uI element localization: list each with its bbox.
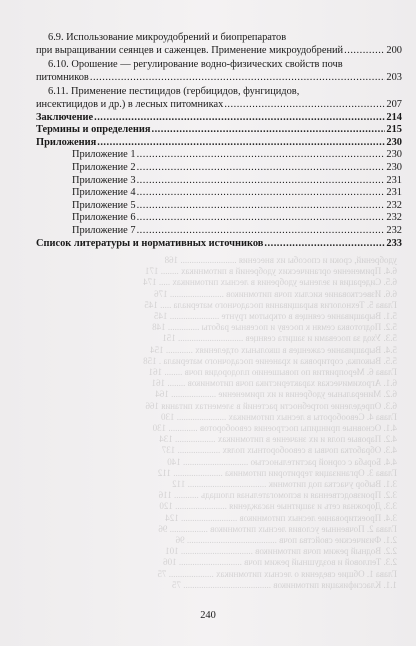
toc-entry-references[interactable] [36, 238, 402, 251]
toc-entry-6-10-title: 6.10. Орошение — регулирование водно-физических свойств почв [48, 59, 343, 71]
appendix-page: 232 [386, 224, 402, 236]
appendix-title: Приложение 1 [72, 149, 136, 161]
appendix-page: 231 [386, 187, 402, 199]
toc-entry-appendices-page: 230 [386, 136, 402, 148]
toc-entry-6-10[interactable] [36, 72, 402, 85]
leader-dots [151, 124, 385, 137]
appendix-title: Приложение 7 [72, 224, 136, 236]
leader-dots [264, 238, 385, 251]
toc-entry-6-10-title-cont: питомников [36, 71, 89, 83]
toc-entry-6-10-page: 203 [386, 71, 402, 83]
appendix-title: Приложение 2 [72, 161, 136, 173]
toc-entry-appendix-2[interactable] [36, 162, 402, 175]
appendix-page: 232 [386, 212, 402, 224]
toc-entry-terms[interactable] [36, 124, 402, 137]
appendix-page: 231 [386, 174, 402, 186]
leader-dots [137, 149, 385, 162]
toc-entry-6-9-title: 6.9. Использование микроудобрений и биопрепаратов [48, 32, 287, 43]
toc-entry-6-9[interactable] [36, 45, 402, 58]
appendix-page: 232 [386, 199, 402, 211]
leader-dots [137, 187, 385, 200]
toc-entry-6-11-title-cont: инсектицидов и др.) в лесных питомниках [36, 98, 224, 110]
toc-entry-appendices-title: Приложения [36, 136, 97, 148]
toc-entry-references-title: Список литературы и нормативных источников [36, 237, 264, 249]
toc-entry-6-9-page: 200 [386, 44, 402, 56]
toc-entry-appendix-3[interactable] [36, 175, 402, 188]
appendix-title: Приложение 4 [72, 187, 136, 199]
page-number: 240 [200, 610, 216, 621]
appendix-title: Приложение 5 [72, 199, 136, 211]
appendix-page: 230 [386, 161, 402, 173]
toc-entry-conclusion-title: Заключение [36, 111, 94, 123]
leader-dots [344, 45, 385, 58]
leader-dots [94, 112, 385, 125]
leader-dots [224, 99, 385, 112]
leader-dots [137, 162, 385, 175]
leader-dots [97, 137, 385, 150]
toc-entry-appendix-1[interactable] [36, 149, 402, 162]
toc-entry-6-11-title: 6.11. Применение пестицидов (гербицидов, фунгицидов, [48, 86, 300, 98]
bleed-through-text: удобрений, сроки и способы их внесения ......................... 168 6.4. Применение органических удобрений в питомниках ........ 171 6.5. Сидерация и зеленые удобрения в лесных питомниках ..... 174 6.6. Известкование кислых почв питомников ........................ 176 Глава 5. Технология выращивания посадочного материала ..... 145 5.1. Выращивание сеянцев в открытом грунте ...................... 145 5.2. Подготовка семян к посеву и посевные работы .............. 148 5.3. Уход за посевами и защита сеянцев ............................. 151 5.4. Выращивание саженцев в школьных отделениях ............ 154 5.5. Выкопка, сортировка и хранение посадочного материала . 158 Глава 6. Мероприятия по повышению плодородия почв ........ 161 6.1. Агрохимическая характеристика почв питомников ........ 161 6.2. Минеральные удобрения и их применение .................... 164 6.3. Определение потребности растений в элементах питания 166 Глава 4. Севообороты в лесных питомниках ...................... 130 4.1. Основные принципы построения севооборотов ............. 130 4.2. Паровые поля и их значение в питомниках .................. 134 4.3. Обработка почвы в севооборотных полях ................... 137 4.4. Борьба с сорной растительностью ............................. 140 Глава 3. Организация территории питомника ...................... 112 3.1. Выбор участка под питомник ................................... 112 3.2. Производственная и вспомогательная площадь ........... 116 3.3. Дорожная сеть и защитные насаждения ....................... 120 3.4. Проектирование лесных питомников ......................... 124 Глава 2. Почвенные условия лесных питомников ................. 96 2.1. Физические свойства почв ........................................ 96 2.2. Водный режим почв питомников ................................ 101 2.3. Тепловой и воздушный режим почв ............................ 106 Глава 1. Общие сведения о лесных питомниках .................... 75 1.1. Классификация питомников ....................................... 75 [143, 255, 397, 590]
toc-entry-appendix-5[interactable] [36, 200, 402, 213]
toc-entry-conclusion[interactable] [36, 112, 402, 125]
leader-dots [137, 225, 385, 238]
leader-dots [137, 175, 385, 188]
toc-entry-appendices[interactable] [36, 137, 402, 150]
appendix-title: Приложение 6 [72, 212, 136, 224]
table-of-contents [36, 32, 402, 250]
leader-dots [137, 200, 385, 213]
toc-entry-6-11[interactable] [36, 99, 402, 112]
leader-dots [137, 212, 385, 225]
toc-entry-terms-title: Термины и определения [36, 124, 151, 136]
toc-entry-conclusion-page: 214 [386, 111, 402, 123]
toc-entry-appendix-7[interactable] [36, 225, 402, 238]
toc-entry-6-11-page: 207 [386, 98, 402, 110]
toc-entry-terms-page: 215 [386, 124, 402, 136]
leader-dots [90, 72, 385, 85]
toc-entry-appendix-4[interactable] [36, 187, 402, 200]
toc-entry-6-9-title-cont: при выращивании сеянцев и саженцев. Применение микроудобрений [36, 44, 344, 56]
toc-entry-references-page: 233 [386, 237, 402, 249]
appendix-title: Приложение 3 [72, 174, 136, 186]
appendix-page: 230 [386, 149, 402, 161]
toc-entry-appendix-6[interactable] [36, 212, 402, 225]
